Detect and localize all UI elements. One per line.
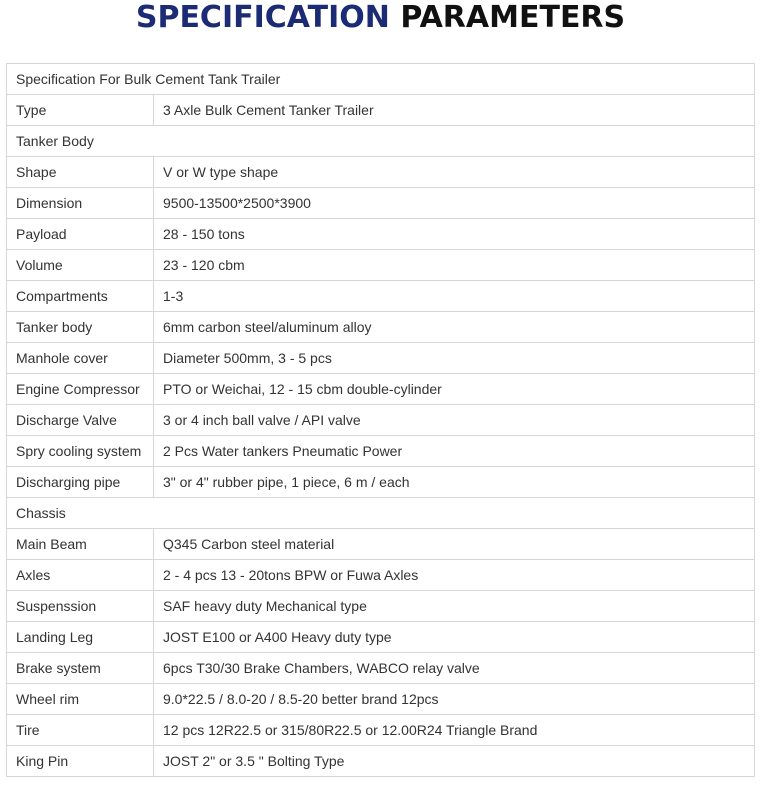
spec-value: 23 - 120 cbm — [154, 250, 755, 281]
spec-value: JOST E100 or A400 Heavy duty type — [154, 622, 755, 653]
spec-value: 9500-13500*2500*3900 — [154, 188, 755, 219]
page-title — [0, 0, 761, 40]
spec-value: 9.0*22.5 / 8.0-20 / 8.5-20 better brand 12pcs — [154, 684, 755, 715]
table-caption: Specification For Bulk Cement Tank Trailer — [7, 64, 755, 95]
spec-label: Shape — [7, 157, 154, 188]
spec-label: Suspenssion — [7, 591, 154, 622]
table-row — [7, 591, 755, 622]
spec-value: Q345 Carbon steel material — [154, 529, 755, 560]
table-row — [7, 529, 755, 560]
section-header: Tanker Body — [7, 126, 755, 157]
spec-label: King Pin — [7, 746, 154, 777]
spec-label: Manhole cover — [7, 343, 154, 374]
table-row — [7, 343, 755, 374]
section-header-row — [7, 498, 755, 529]
spec-value: 2 Pcs Water tankers Pneumatic Power — [154, 436, 755, 467]
table-row — [7, 312, 755, 343]
spec-label: Compartments — [7, 281, 154, 312]
table-row — [7, 219, 755, 250]
table-row — [7, 188, 755, 219]
spec-value: SAF heavy duty Mechanical type — [154, 591, 755, 622]
table-row — [7, 436, 755, 467]
table-row — [7, 746, 755, 777]
spec-value: 3 or 4 inch ball valve / API valve — [154, 405, 755, 436]
table-row — [7, 281, 755, 312]
table-caption-row — [7, 64, 755, 95]
section-header-row — [7, 126, 755, 157]
spec-label: Payload — [7, 219, 154, 250]
table-row — [7, 95, 755, 126]
title-accent: SPECIFICATION — [135, 0, 390, 35]
spec-label: Engine Compressor — [7, 374, 154, 405]
spec-value: 12 pcs 12R22.5 or 315/80R22.5 or 12.00R24 Triangle Brand — [154, 715, 755, 746]
table-row — [7, 622, 755, 653]
spec-value: 1-3 — [154, 281, 755, 312]
spec-value: 3 Axle Bulk Cement Tanker Trailer — [154, 95, 755, 126]
spec-value: 6mm carbon steel/aluminum alloy — [154, 312, 755, 343]
spec-value: 28 - 150 tons — [154, 219, 755, 250]
spec-label: Dimension — [7, 188, 154, 219]
spec-label: Tire — [7, 715, 154, 746]
table-row — [7, 405, 755, 436]
spec-label: Wheel rim — [7, 684, 154, 715]
section-header: Chassis — [7, 498, 755, 529]
table-row — [7, 684, 755, 715]
spec-label: Tanker body — [7, 312, 154, 343]
spec-value: PTO or Weichai, 12 - 15 cbm double-cylinder — [154, 374, 755, 405]
spec-value: V or W type shape — [154, 157, 755, 188]
spec-value: JOST 2" or 3.5 " Bolting Type — [154, 746, 755, 777]
table-row — [7, 250, 755, 281]
table-row — [7, 653, 755, 684]
spec-table — [6, 63, 755, 777]
spec-value: Diameter 500mm, 3 - 5 pcs — [154, 343, 755, 374]
spec-label: Brake system — [7, 653, 154, 684]
table-row — [7, 560, 755, 591]
table-row — [7, 374, 755, 405]
spec-table-body — [7, 64, 755, 777]
table-row — [7, 715, 755, 746]
spec-label: Discharging pipe — [7, 467, 154, 498]
table-row — [7, 467, 755, 498]
spec-label: Main Beam — [7, 529, 154, 560]
spec-label: Discharge Valve — [7, 405, 154, 436]
spec-value: 6pcs T30/30 Brake Chambers, WABCO relay valve — [154, 653, 755, 684]
spec-label: Spry cooling system — [7, 436, 154, 467]
title-rest: PARAMETERS — [400, 0, 626, 35]
spec-value: 3" or 4" rubber pipe, 1 piece, 6 m / each — [154, 467, 755, 498]
spec-label: Axles — [7, 560, 154, 591]
spec-label: Landing Leg — [7, 622, 154, 653]
spec-value: 2 - 4 pcs 13 - 20tons BPW or Fuwa Axles — [154, 560, 755, 591]
table-row — [7, 157, 755, 188]
spec-label: Volume — [7, 250, 154, 281]
spec-label: Type — [7, 95, 154, 126]
